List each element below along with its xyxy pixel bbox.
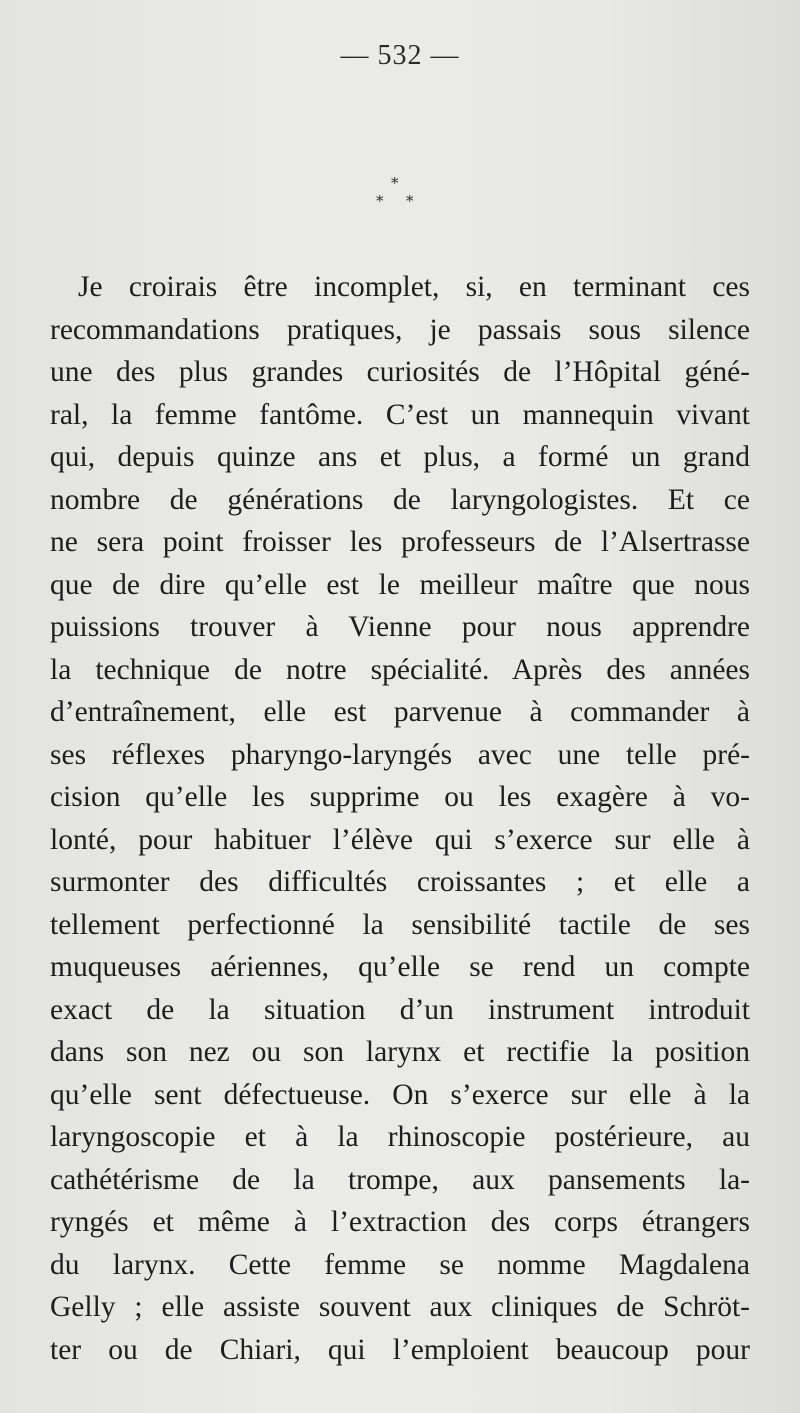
text-line: cathétérisme de la trompe, aux pansements la- <box>50 1163 750 1196</box>
text-line: ryngés et même à l’extraction des corps étrangers <box>50 1206 750 1238</box>
text-line: qui, depuis quinze ans et plus, a formé un grand <box>50 441 750 473</box>
separator-star-left: * <box>376 192 384 210</box>
text-line: la technique de notre spécialité. Après des années <box>50 653 750 686</box>
text-line: ter ou de Chiari, qui l’emploient beaucoup pour <box>50 1333 750 1366</box>
text-line: tellement perfectionné la sensibilité tactile de ses <box>50 908 750 941</box>
text-line: surmonter des difficultés croissantes ; et elle a <box>50 866 750 898</box>
text-line: qu’elle sent défectueuse. On s’exerce sur elle à la <box>50 1078 750 1111</box>
text-line: muqueuses aériennes, qu’elle se rend un compte <box>50 951 750 983</box>
section-separator-asterism <box>372 176 424 216</box>
text-line: que de dire qu’elle est le meilleur maître que nous <box>50 568 750 601</box>
separator-star-top: * <box>391 174 399 192</box>
text-line: ral, la femme fantôme. C’est un mannequin vivant <box>50 398 750 431</box>
text-line: lonté, pour habituer l’élève qui s’exerce sur elle à <box>50 823 750 856</box>
text-line: nombre de générations de laryngologistes. Et ce <box>50 483 750 516</box>
text-line: recommandations pratiques, je passais sous silence <box>50 313 750 346</box>
text-line: laryngoscopie et à la rhinoscopie postérieure, au <box>50 1121 750 1153</box>
separator-star-right: * <box>406 192 414 210</box>
paragraph <box>50 266 750 1371</box>
text-line: d’entraînement, elle est parvenue à commander à <box>50 696 750 728</box>
text-line: dans son nez ou son larynx et rectifie la position <box>50 1036 750 1068</box>
text-line: Je croirais être incomplet, si, en terminant ces <box>78 271 750 303</box>
text-line: exact de la situation d’un instrument introduit <box>50 993 750 1026</box>
text-line: du larynx. Cette femme se nomme Magdalena <box>50 1248 750 1281</box>
text-line: une des plus grandes curiosités de l’Hôpital géné- <box>50 356 750 388</box>
text-line: cision qu’elle les supprime ou les exagère à vo- <box>50 781 750 813</box>
text-line: ses réflexes pharyngo-laryngés avec une telle pré- <box>50 738 750 771</box>
text-line: Gelly ; elle assiste souvent aux cliniques de Schröt- <box>50 1291 750 1323</box>
text-line: ne sera point froisser les professeurs de l’Alsertrasse <box>50 526 750 558</box>
text-line: puissions trouver à Vienne pour nous apprendre <box>50 611 750 643</box>
page-number: — 532 — <box>340 40 460 71</box>
